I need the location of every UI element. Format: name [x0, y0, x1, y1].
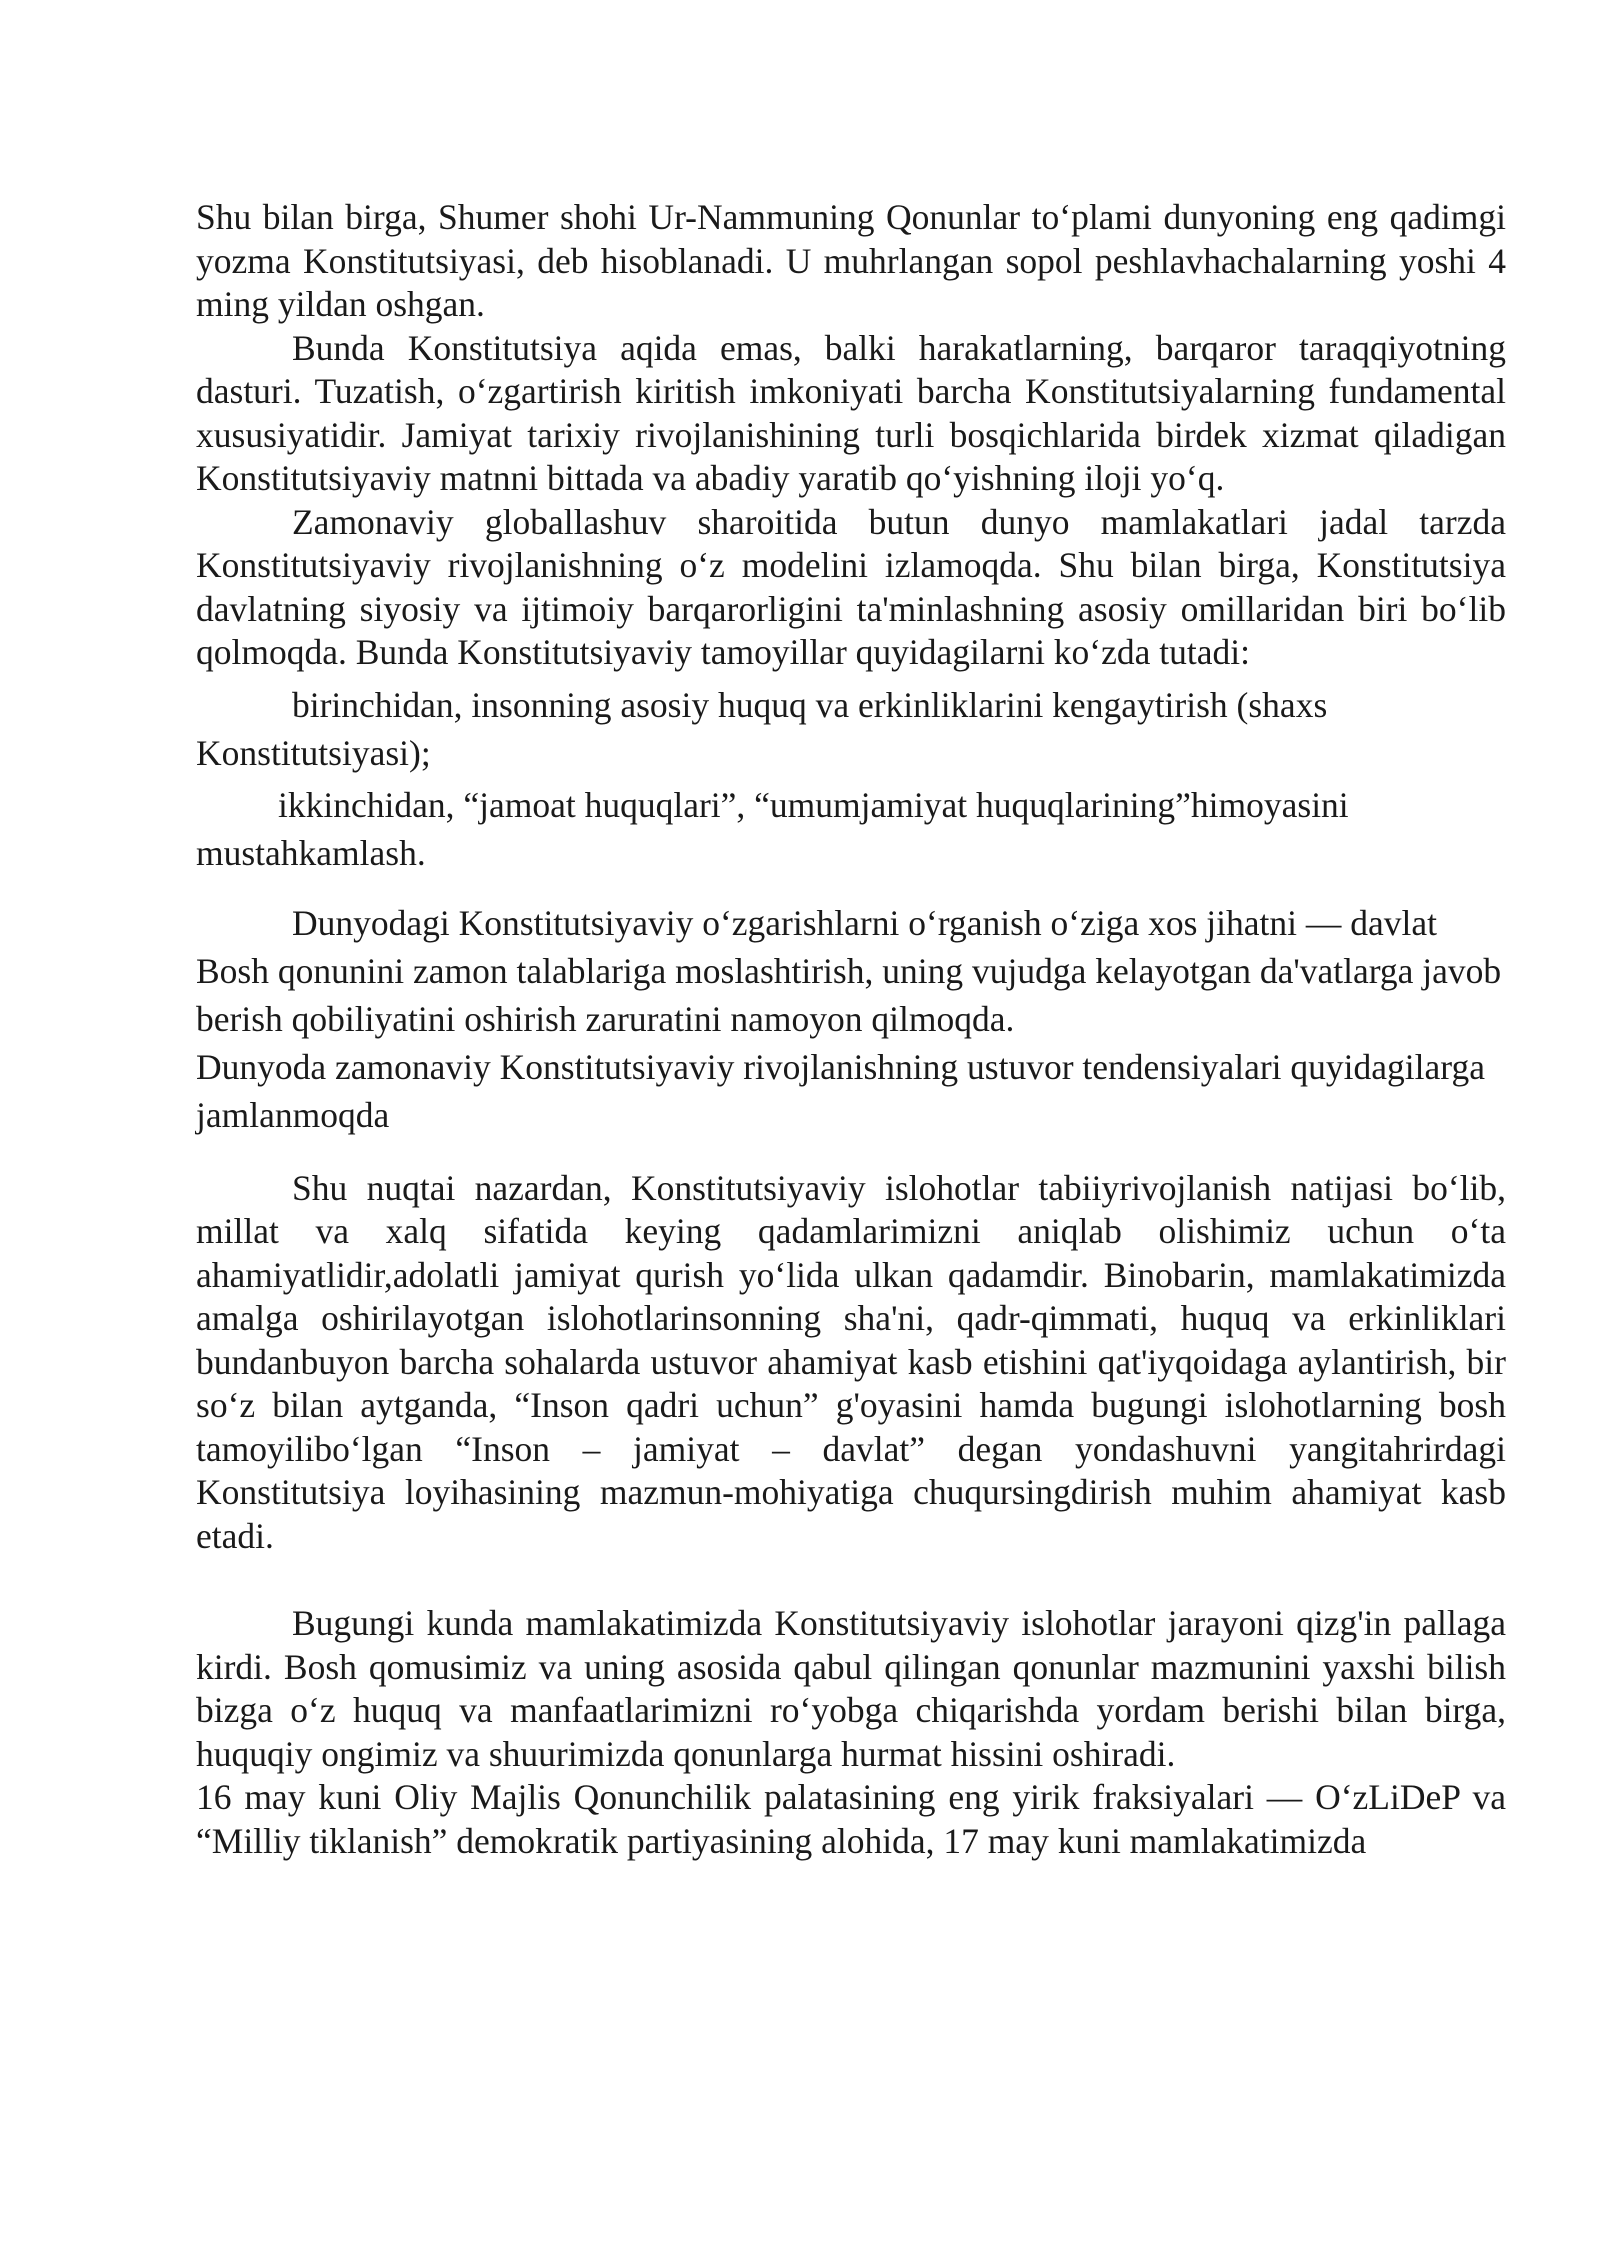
paragraph-reforms: Shu nuqtai nazardan, Konstitutsiyaviy islohotlar tabiiyrivojlanish natijasi bo‘lib, millat va xalq sifatida keying qadamlarimizni aniqlab olishimiz uchun o‘ta ahamiyatlidir,adolatli jamiyat qurish yo‘lida ulkan qadamdir. Binobarin, mamlakatimizda amalga oshirilayotgan islohotlarinsonning sha'ni, qadr-qimmati, huquq va erkinliklari bundanbuyon barcha sohalarda ustuvor ahamiyat kasb etishini qat'iyqoidaga aylantirish, bir so‘z bilan aytganda, “Inson qadri uchun” g'oyasini hamda bugungi islohotlarning bosh tamoyilibo‘lgan “Inson – jamiyat – davlat” degan yondashuvni yangitahrirdagi Konstitutsiya loyihasining mazmun-mohiyatiga chuqursingdirish muhim ahamiyat kasb etadi. — [196, 1167, 1506, 1556]
list-item-first: birinchidan, insonning asosiy huquq va erkinliklarini kengaytirish (shaxs Konstitutsiyasi); — [196, 684, 1328, 773]
paragraph-constitution-program: Bunda Konstitutsiya aqida emas, balki harakatlarning, barqaror taraqqiyotning dasturi. Tuzatish, o‘zgartirish kiritish imkoniyati barcha Konstitutsiyalarning fundamental xususiyatidir. Jamiyat tarixiy rivojlanishining turli bosqichlarida birdek xizmat qiladigan Konstitutsiyaviy matnni bittada va abadiy yaratib qo‘yishning iloji yo‘q. — [196, 327, 1506, 498]
document-page — [196, 196, 1506, 1863]
paragraph-tendencies: Dunyoda zamonaviy Konstitutsiyaviy rivojlanishning ustuvor tendensiyalari quyidagilarga jamlanmoqda — [196, 1046, 1485, 1135]
paragraph-ur-nammu: Shu bilan birga, Shumer shohi Ur-Nammuning Qonunlar to‘plami dunyoning eng qadimgi yozma Konstitutsiyasi, deb hisoblanadi. U muhrlangan sopol peshlavhachalarning yoshi 4 ming yildan oshgan. — [196, 197, 1506, 324]
paragraph-may-16: 16 may kuni Oliy Majlis Qonunchilik palatasining eng yirik fraksiyalari — O‘zLiDeP va “Milliy tiklanish” demokratik partiyasining alohida, 17 may kuni mamlakatimizda — [196, 1777, 1506, 1861]
paragraph-today: Bugungi kunda mamlakatimizda Konstitutsiyaviy islohotlar jarayoni qizg'in pallaga kirdi. Bosh qomusimiz va uning asosida qabul qilingan qonunlar mazmunini yaxshi bilish bizga o‘z huquq va manfaatlarimizni ro‘yobga chiqarishda yordam berishi bilan birga, huquqiy ongimiz va shuurimizda qonunlarga hurmat hissini oshiradi. — [196, 1603, 1506, 1774]
paragraph-world-changes: Dunyodagi Konstitutsiyaviy o‘zgarishlarni o‘rganish o‘ziga xos jihatni — davlat Bosh qonunini zamon talablariga moslashtirish, uning vujudga kelayotgan da'vatlarga javob berish qobiliyatini oshirish zaruratini namoyon qilmoqda. — [196, 902, 1502, 1039]
paragraph-globalization: Zamonaviy globallashuv sharoitida butun dunyo mamlakatlari jadal tarzda Konstitutsiyaviy rivojlanishning o‘z modelini izlamoqda. Shu bilan birga, Konstitutsiya davlatning siyosiy va ijtimoiy barqarorligini ta'minlashning asosiy omillaridan biri bo‘lib qolmoqda. Bunda Konstitutsiyaviy tamoyillar quyidagilarni ko‘zda tutadi: — [196, 501, 1506, 672]
list-item-second: ikkinchidan, “jamoat huquqlari”, “umumjamiyat huquqlarining”himoyasini mustahkamlash. — [196, 784, 1349, 873]
